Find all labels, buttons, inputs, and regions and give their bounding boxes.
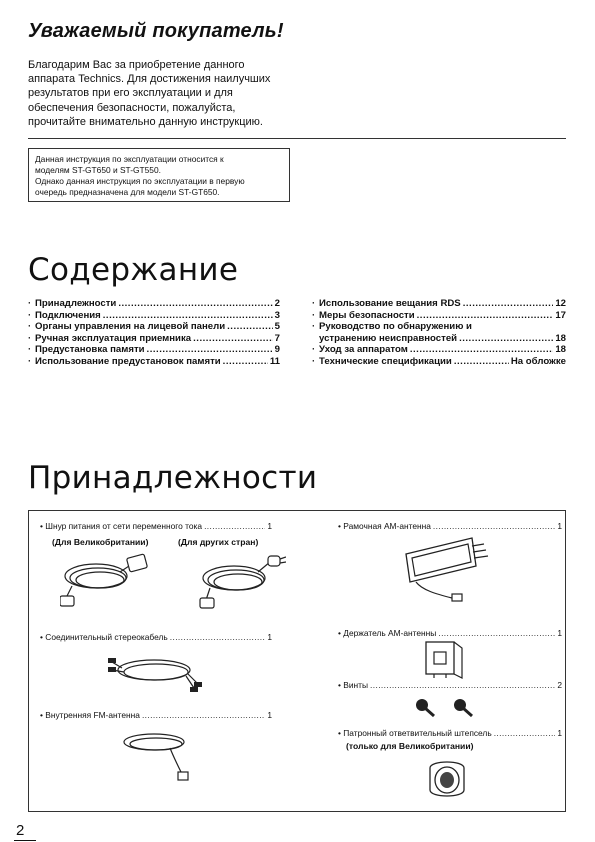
stereo-cable-item: • Соединительный стереокабель ..... 1 bbox=[40, 632, 272, 642]
power-cord-item: • Шнур питания от сети переменного тока ..... 1 bbox=[40, 521, 272, 531]
page-number: 2 bbox=[16, 822, 25, 839]
toc-item[interactable]: · Органы управления на лицевой панели ..... 5 bbox=[28, 321, 280, 333]
fused-plug-uk-note: (только для Великобритании) bbox=[346, 741, 474, 751]
page-number-underline bbox=[14, 840, 36, 841]
contents-heading: Содержание bbox=[28, 252, 239, 288]
intro-line: прочитайте внимательно данную инструкцию. bbox=[28, 115, 263, 128]
toc-item[interactable]: · Руководство по обнаружению и bbox=[312, 321, 472, 332]
toc-item[interactable]: · Ручная эксплуатация приемника ..... 7 bbox=[28, 333, 280, 345]
intro-paragraph bbox=[28, 58, 298, 129]
toc-item[interactable]: · Меры безопасности ..... 17 bbox=[312, 310, 566, 322]
uk-power-cord-illustration bbox=[60, 552, 150, 610]
power-cord-other-label: (Для других стран) bbox=[178, 537, 259, 547]
fused-plug-illustration bbox=[424, 756, 470, 800]
note-line: Однако данная инструкция по эксплуатации в первую bbox=[35, 176, 245, 186]
note-line: Данная инструкция по эксплуатации относится к bbox=[35, 154, 224, 164]
intro-line: результатов при его эксплуатации и для bbox=[28, 87, 233, 100]
toc-item-continuation[interactable]: устранению неисправностей ..... 18 bbox=[312, 333, 566, 345]
intro-line: обеспечения безопасности, пожалуйста, bbox=[28, 101, 236, 114]
toc-item[interactable]: · Уход за аппаратом ..... 18 bbox=[312, 344, 566, 356]
greeting-title: Уважаемый покупатель! bbox=[28, 20, 284, 42]
toc-item[interactable]: · Предустановка памяти ..... 9 bbox=[28, 344, 280, 356]
am-antenna-holder-illustration bbox=[420, 638, 466, 680]
toc-item[interactable]: · Использование вещания RDS ..... 12 bbox=[312, 298, 566, 310]
intro-line: Благодарим Вас за приобретение данного bbox=[28, 59, 245, 71]
am-antenna-holder-item: • Держатель АМ-антенны ..... 1 bbox=[338, 628, 562, 638]
power-cord-uk-label: (Для Великобритании) bbox=[52, 537, 149, 547]
toc-item[interactable]: · Подключения ..... 3 bbox=[28, 310, 280, 322]
stereo-cable-illustration bbox=[108, 648, 204, 696]
toc-item[interactable]: · Принадлежности ..... 2 bbox=[28, 298, 280, 310]
intro-line: аппарата Technics. Для достижения наилучших bbox=[28, 73, 271, 86]
accessories-heading: Принадлежности bbox=[28, 460, 318, 496]
toc-item[interactable]: · Использование предустановок памяти ..... 11 bbox=[28, 356, 280, 368]
toc-item[interactable]: · Технические спецификации ..... На обложке bbox=[312, 356, 566, 368]
am-loop-antenna-illustration bbox=[396, 532, 496, 610]
section-divider bbox=[28, 138, 566, 139]
note-line: очередь предназначена для модели ST-GT650. bbox=[35, 187, 220, 197]
fused-plug-item: • Патронный ответвительный штепсель ..... 1 bbox=[338, 728, 562, 738]
other-power-cord-illustration bbox=[196, 552, 286, 612]
toc-right-column bbox=[312, 298, 566, 367]
screws-item: • Винты ..... 2 bbox=[338, 680, 562, 690]
fm-antenna-item: • Внутренняя FM-антенна ..... 1 bbox=[40, 710, 272, 720]
note-line: моделям ST-GT650 и ST-GT550. bbox=[35, 165, 161, 175]
model-note-box bbox=[28, 148, 290, 202]
fm-antenna-illustration bbox=[118, 726, 198, 786]
toc-left-column bbox=[28, 298, 280, 367]
am-loop-antenna-item: • Рамочная АМ-антенна ..... 1 bbox=[338, 521, 562, 531]
screws-illustration bbox=[412, 696, 478, 720]
